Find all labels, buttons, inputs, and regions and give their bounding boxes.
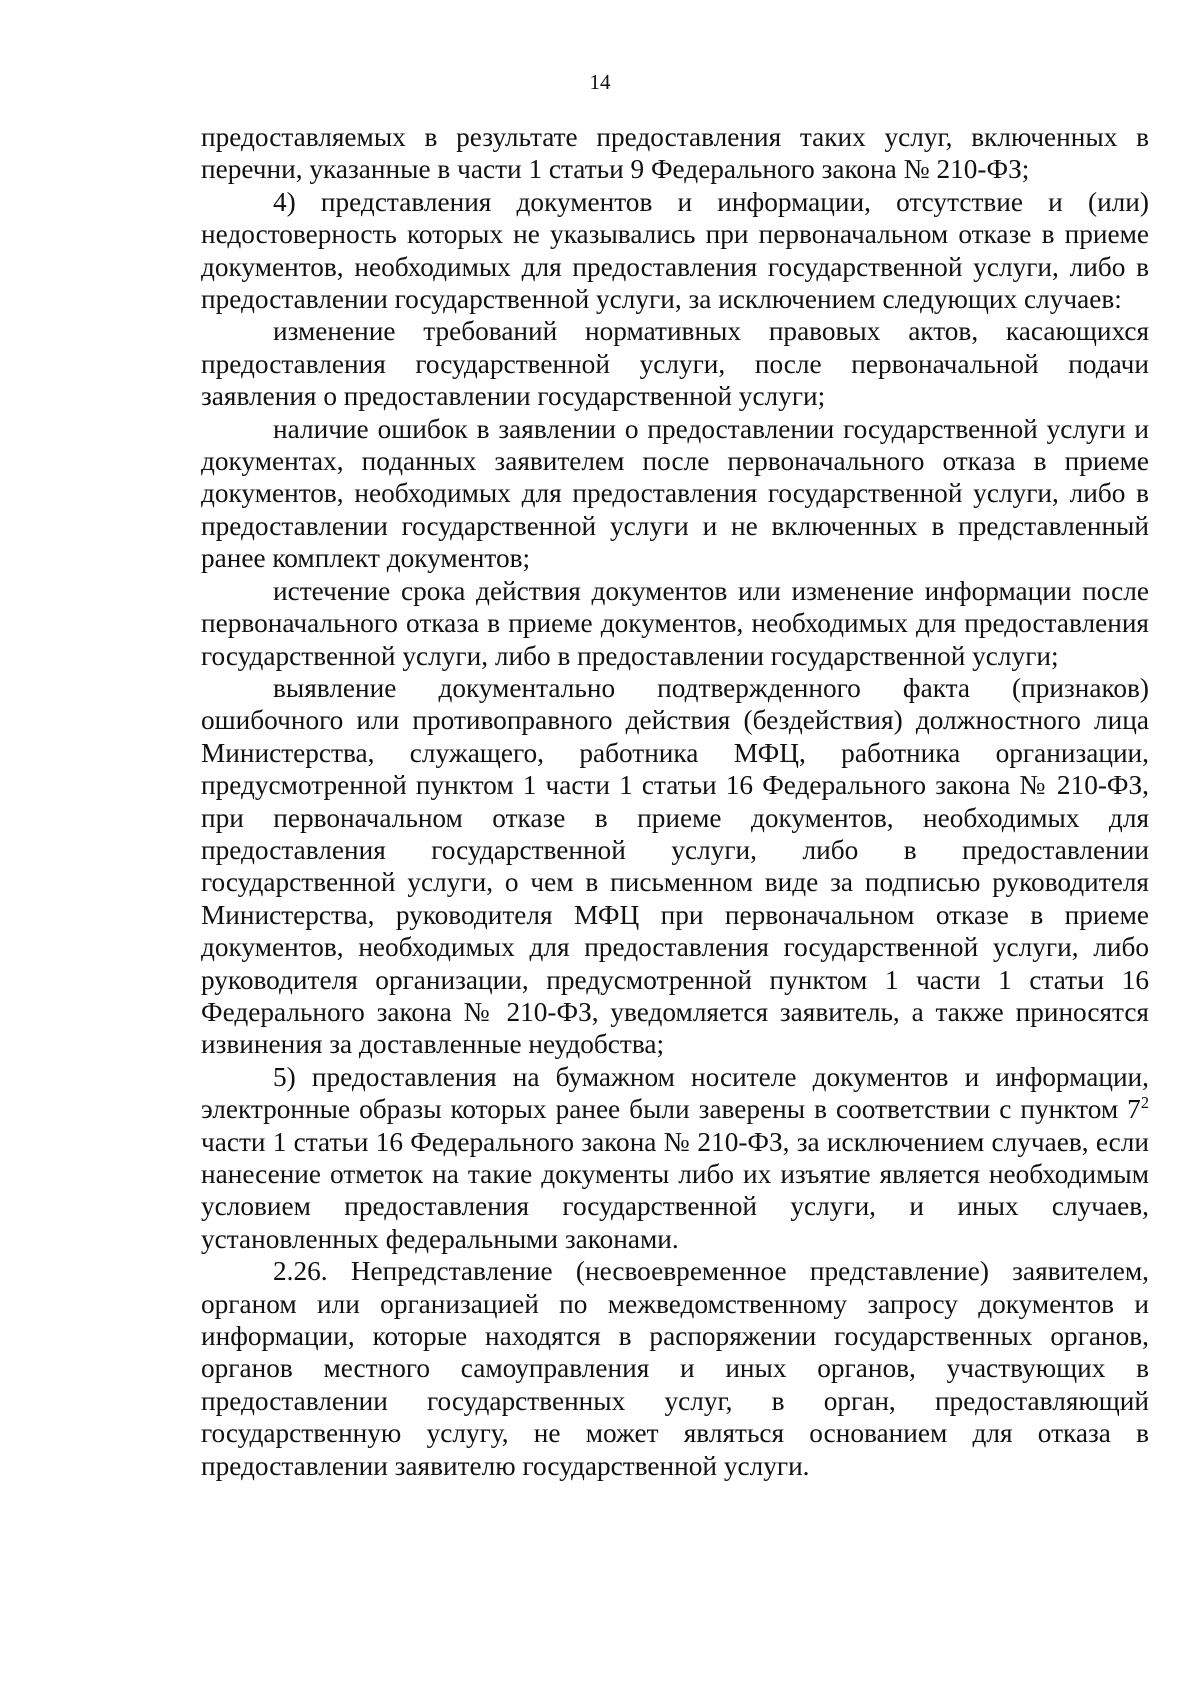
paragraph-case-expiry: истечение срока действия документов или изменение информации после первоначального отказа в приеме документов, необходимых для предоставления государственной услуги, либо в предоставлении государственной услуги; (201, 575, 1149, 671)
paragraph-case-errors: наличие ошибок в заявлении о предоставлении государственной услуги и документах, поданных заявителем после первоначального отказа в приеме документов, необходимых для предоставления государственной услуги, либо в предоставлении государственной услуги и не включенных в представленный ранее комплект документов; (201, 413, 1149, 574)
superscript: 2 (1140, 1093, 1149, 1113)
page-number: 14 (589, 70, 611, 94)
paragraph-item-5-after: части 1 статьи 16 Федерального закона № 210-ФЗ, за исключением случаев, если нанесение отметок на такие документы либо их изъятие является необходимым условием предоставления государственной услуги, и иных случаев, установленных федеральными законами. (201, 1126, 1149, 1254)
paragraph-continuation: предоставляемых в результате предоставления таких услуг, включенных в перечни, указанные в части 1 статьи 9 Федерального закона № 210-ФЗ; (201, 122, 1149, 185)
paragraph-item-5-before: 5) предоставления на бумажном носителе документов и информации, электронные образы которых ранее были заверены в соответствии с пунктом 7 (201, 1061, 1149, 1125)
paragraph-case-requirements-change: изменение требований нормативных правовых актов, касающихся предоставления государственной услуги, после первоначальной подачи заявления о предоставлении государственной услуги; (201, 316, 1149, 412)
paragraph-item-4: 4) представления документов и информации, отсутствие и (или) недостоверность которых не указывались при первоначальном отказе в приеме документов, необходимых для предоставления государственной услуги, либо в предоставлении государственной услуги, за исключением следующих случаев: (201, 186, 1149, 315)
paragraph-case-wrongful-action: выявление документально подтвержденного факта (признаков) ошибочного или противоправного действия (бездействия) должностного лица Министерства, служащего, работника МФЦ, работника организации, предусмотренной пунктом 1 части 1 статьи 16 Федерального закона № 210-ФЗ, при первоначальном отказе в приеме документов, необходимых для предоставления государственной услуги, либо в предоставлении государственной услуги, о чем в письменном виде за подписью руководителя Министерства, руководителя МФЦ при первоначальном отказе в приеме документов, необходимых для предоставления государственной услуги, либо руководителя организации, предусмотренной пунктом 1 части 1 статьи 16 Федерального закона № 210-ФЗ, уведомляется заявитель, а также приносятся извинения за доставленные неудобства; (201, 672, 1149, 1060)
paragraph-2-26: 2.26. Непредставление (несвоевременное представление) заявителем, органом или организацией по межведомственному запросу документов и информации, которые находятся в распоряжении государственных органов, органов местного самоуправления и иных органов, участвующих в предоставлении государственных услуг, в орган, предоставляющий государственную услугу, не может являться основанием для отказа в предоставлении заявителю государственной услуги. (201, 1256, 1149, 1481)
paragraph-item-5 (201, 1061, 1149, 1255)
document-body (201, 121, 1149, 1482)
